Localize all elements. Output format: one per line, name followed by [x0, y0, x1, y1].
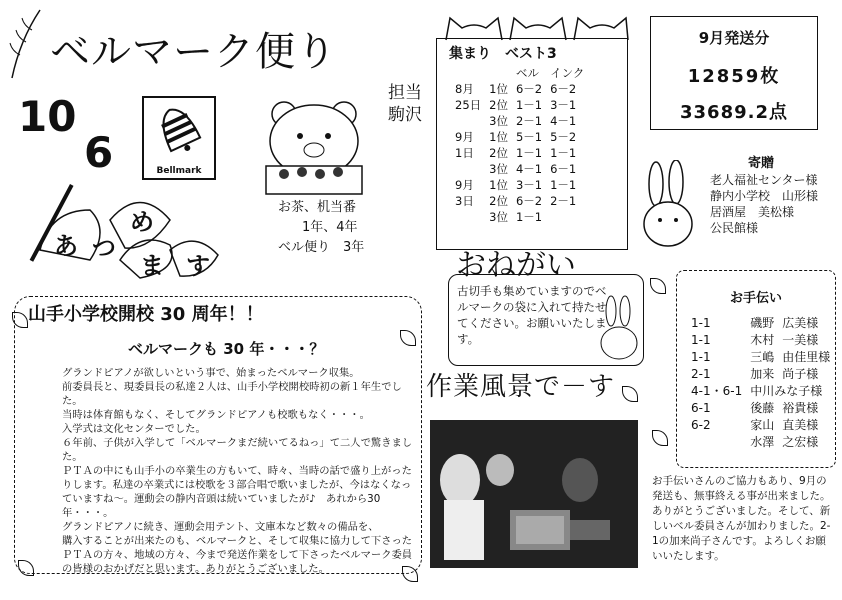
best3-col-ink: インク [550, 66, 585, 80]
best3-bell: 6－2 [515, 82, 543, 96]
best3-ink: 1－1 [550, 146, 577, 160]
list-item: 老人福祉センター様 [710, 173, 818, 187]
helper-given: 一美様 [782, 333, 819, 347]
article-paragraph: グランドピアノが欲しいという事で、始まったベルマーク収集。 [62, 367, 360, 379]
shipped-summary-box [650, 16, 818, 130]
shipped-points: 33689.2点 [680, 102, 788, 123]
duty-schedule [278, 198, 364, 258]
table-row [687, 399, 834, 416]
issue-date [18, 92, 128, 182]
rabbit-icon [640, 160, 700, 260]
helper-class [687, 433, 746, 450]
table-row [451, 113, 588, 129]
helper-class: 1-1 [691, 315, 711, 330]
table-row [451, 177, 588, 193]
table-row [687, 365, 834, 382]
rabbit-icon [597, 295, 641, 365]
best3-rank: 1位 [489, 130, 508, 144]
best3-date [451, 161, 485, 177]
table-row [451, 161, 588, 177]
helpers-table [687, 314, 834, 450]
duty-line-3: ベル便り 3年 [278, 240, 365, 255]
onegai-box [448, 274, 644, 366]
newsletter-title: ベルマーク便り [50, 29, 337, 75]
best3-bell: 1－1 [515, 210, 543, 224]
helper-given: 由佳里様 [782, 350, 831, 364]
article-body [62, 366, 420, 576]
atsumemasu-decoration [30, 190, 220, 280]
helper-family: 中川みな子様 [750, 384, 823, 398]
onegai-heading: おねがい [456, 248, 576, 283]
article-title: 山手小学校開校 30 周年！！ [28, 304, 264, 325]
bell-icon [144, 98, 210, 160]
kana-ma: ま [140, 252, 164, 280]
best3-ink: 6－2 [550, 82, 577, 96]
helper-family: 三嶋 [750, 350, 775, 364]
photo-image [430, 420, 638, 568]
article-subtitle: ベルマークも 30 年・・・？ [128, 340, 325, 358]
best3-rank: 3位 [489, 114, 508, 128]
helper-given: 裕貴様 [782, 401, 819, 415]
best3-rank: 3位 [489, 162, 508, 176]
helper-given: 尚子様 [782, 367, 819, 381]
best3-ink: 5－2 [550, 130, 577, 144]
date-month: 10 [18, 92, 77, 141]
table-row [451, 129, 588, 145]
leaf-icon [622, 386, 638, 402]
best3-ink: 1－1 [550, 178, 577, 192]
article-paragraph: ＰＴＡの中にも山手小の卒業生の方もいて、時々、当時の話で盛り上がったりします。私達の卒業式には校歌を３部合唱で歌いましたが、今はなくなっていますね～。運動会の静内音頭は続いていましたが♪ あれから30年・・・。 [62, 465, 412, 519]
charge-person [388, 82, 422, 126]
table-row [451, 145, 588, 161]
duty-line-2: 1年、4年 [302, 220, 358, 235]
duty-line-1: お茶、机当番 [278, 200, 357, 215]
helper-family: 磯野 [750, 316, 775, 330]
article-paragraph: 当時は体育館もなく、そしてグランドピアノも校歌もなく・・・。 [62, 409, 370, 421]
best3-bell: 3－1 [515, 178, 543, 192]
list-item: 静内小学校 山形様 [710, 189, 819, 203]
best3-rank: 1位 [489, 178, 508, 192]
article-paragraph: 購入することが出来たのも、ベルマークと、そして収集に協力して下さったＰＴＡの方々、地域の方々、今まで発送作業をして下さったベルマーク委員の皆様のおかげだと思います。ありがとうございました。 [62, 535, 413, 575]
charge-label: 担当 [388, 83, 422, 103]
table-row [687, 314, 834, 331]
table-row [687, 331, 834, 348]
list-item: 居酒屋 美松様 [710, 205, 795, 219]
best3-date: 9月 [455, 178, 474, 192]
best3-bell: 5－1 [515, 130, 543, 144]
bellmark-logo [142, 96, 216, 180]
best3-date: 25日 [455, 98, 482, 112]
leaf-icon [652, 430, 668, 446]
table-row [687, 416, 834, 433]
kana-me: め [130, 208, 154, 236]
helper-class: 6-1 [691, 400, 711, 415]
best3-box [436, 38, 628, 250]
kana-su: す [186, 252, 210, 280]
best3-rank: 1位 [489, 82, 508, 96]
shipped-count: 12859枚 [687, 66, 781, 87]
list-item: 公民館様 [710, 221, 759, 235]
helper-given: 広美様 [782, 316, 819, 330]
best3-date: 9月 [455, 130, 474, 144]
article-paragraph: 入学式は文化センターでした。 [62, 423, 206, 435]
table-row [451, 97, 588, 113]
wheat-decoration-icon [0, 0, 60, 80]
best3-bell: 2－1 [515, 114, 543, 128]
best3-bell: 1－1 [515, 98, 543, 112]
helper-class: 2-1 [691, 366, 711, 381]
helpers-title: お手伝い [729, 291, 782, 306]
best3-ink [546, 209, 588, 225]
helper-family: 家山 [750, 418, 775, 432]
table-row [687, 382, 834, 399]
work-scene-photo [430, 420, 638, 568]
table-row [451, 209, 588, 225]
leaf-icon [650, 278, 666, 294]
best3-rank: 2位 [489, 194, 508, 208]
article-paragraph: グランドピアノに続き、運動会用テント、文庫本など数々の備品を、 [62, 521, 379, 533]
best3-rank: 3位 [489, 210, 508, 224]
helper-class: 1-1 [691, 349, 711, 364]
best3-date: 8月 [455, 82, 474, 96]
best3-header-row [451, 65, 588, 81]
helper-given: 直美様 [782, 418, 819, 432]
shipped-title: 9月発送分 [698, 29, 770, 47]
best3-ink: 2－1 [550, 194, 577, 208]
onegai-text: 古切手も集めていますのでベルマークの袋に入れて持たせてください。お願いいたします。 [457, 284, 607, 346]
helper-class: 4-1・6-1 [691, 384, 743, 398]
work-scene-heading: 作業風景で－す [426, 372, 616, 402]
article-paragraph: ６年前、子供が入学して「ベルマークまだ続いてるねっ」て二人で驚きました。 [62, 437, 413, 463]
best3-ink: 6－1 [550, 162, 577, 176]
helper-family: 加来 [750, 367, 775, 381]
helper-class: 6-2 [691, 417, 711, 432]
best3-date [451, 209, 485, 225]
helpers-box [676, 270, 836, 468]
helper-family: 後藤 [750, 401, 775, 415]
table-row [687, 348, 834, 365]
best3-ink: 3－1 [550, 98, 577, 112]
best3-bell: 6－2 [515, 194, 543, 208]
best3-bell: 4－1 [515, 162, 543, 176]
best3-rank: 2位 [489, 98, 508, 112]
best3-rank: 2位 [489, 146, 508, 160]
helper-class: 1-1 [691, 332, 711, 347]
bellmark-logo-label: Bellmark [156, 166, 202, 176]
donation-box [640, 150, 830, 268]
best3-col-bell: ベル [515, 66, 539, 80]
best3-ink: 4－1 [550, 114, 577, 128]
thanks-message: お手伝いさんのご協力もあり、9月の発送も、無事終える事が出来ました。ありがとうございました。そして、新しいベル委員さんが加わりました。2-1の加来尚子さんです。よろしくお願いいたします。 [652, 475, 831, 562]
best3-date: 3日 [455, 194, 474, 208]
best3-date: 1日 [455, 146, 474, 160]
best3-bell: 1－1 [515, 146, 543, 160]
best3-table [451, 65, 588, 225]
best3-date [451, 113, 485, 129]
helper-given: 之宏様 [782, 435, 819, 449]
donation-title: 寄贈 [748, 156, 775, 171]
table-row [451, 81, 588, 97]
table-row [451, 193, 588, 209]
bear-illustration [254, 96, 374, 196]
kana-tsu: つ [92, 234, 116, 262]
helper-family: 水澤 [750, 435, 775, 449]
date-day: 6 [84, 128, 114, 177]
table-row [687, 433, 834, 450]
helper-family: 木村 [750, 333, 775, 347]
donation-list [710, 172, 818, 236]
best3-title: 集まり ベスト3 [449, 46, 557, 62]
article-paragraph: 前委員長と、現委員長の私達２人は、山手小学校開校時初の新１年生でした。 [62, 381, 402, 407]
kana-a: あ [54, 232, 78, 260]
charge-name: 駒沢 [388, 105, 422, 125]
